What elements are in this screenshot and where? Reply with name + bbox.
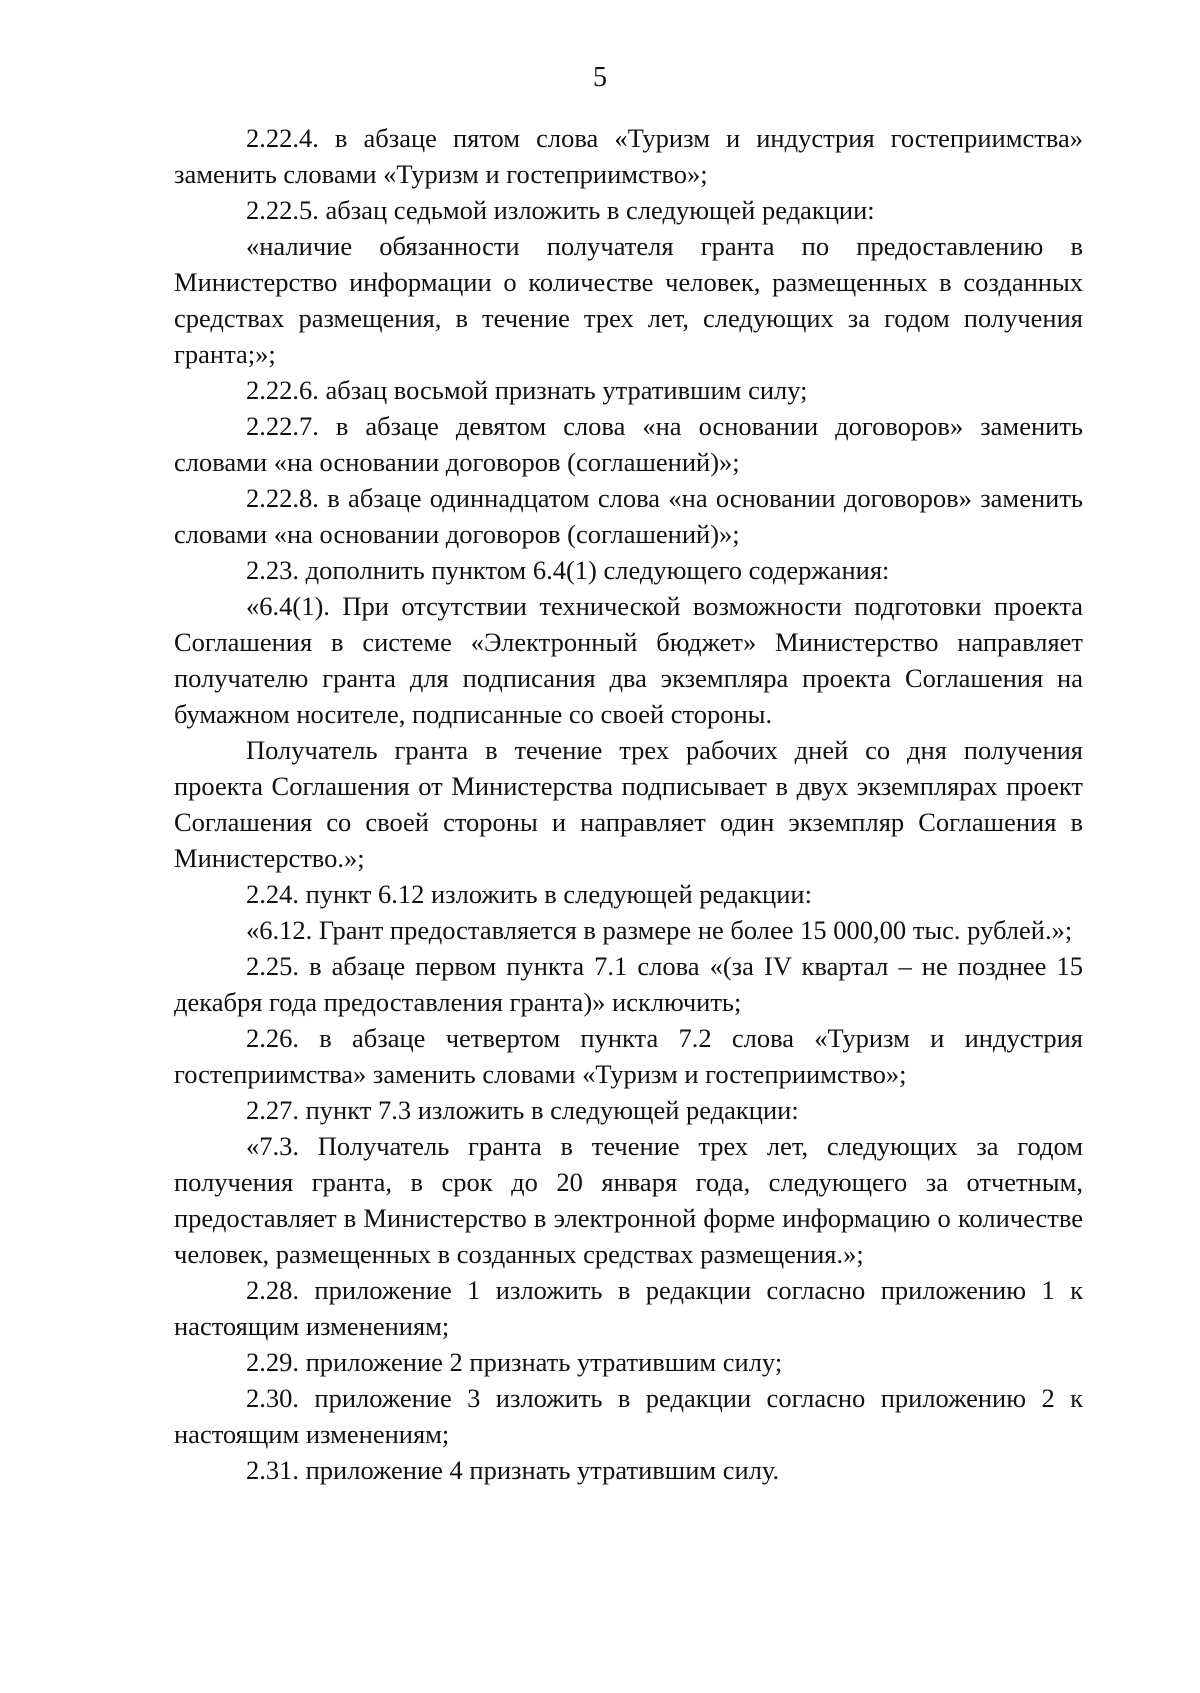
page-number: 5	[593, 62, 607, 93]
paragraph-2-22-8: 2.22.8. в абзаце одиннадцатом слова «на основании договоров» заменить словами «на основании договоров (соглашений)»;	[174, 483, 1083, 549]
paragraph-quote-7-3: «7.3. Получатель гранта в течение трех лет, следующих за годом получения гранта, в срок до 20 января года, следующего за отчетным, предоставляет в Министерство в электронной форме информацию о количестве человек, размещенных в созданных средствах размещения.»;	[174, 1131, 1083, 1269]
paragraph-2-26: 2.26. в абзаце четвертом пункта 7.2 слова «Туризм и индустрия гостеприимства» заменить словами «Туризм и гостеприимство»;	[174, 1023, 1083, 1089]
paragraph-2-28: 2.28. приложение 1 изложить в редакции согласно приложению 1 к настоящим изменениям;	[174, 1275, 1083, 1341]
paragraph-2-22-4: 2.22.4. в абзаце пятом слова «Туризм и индустрия гостеприимства» заменить словами «Туризм и гостеприимство»;	[174, 123, 1083, 189]
paragraph-2-30: 2.30. приложение 3 изложить в редакции согласно приложению 2 к настоящим изменениям;	[174, 1383, 1083, 1449]
paragraph-2-27: 2.27. пункт 7.3 изложить в следующей редакции:	[246, 1095, 799, 1125]
paragraph-2-31: 2.31. приложение 4 признать утратившим силу.	[246, 1455, 780, 1485]
paragraph-2-22-6: 2.22.6. абзац восьмой признать утратившим силу;	[246, 375, 808, 405]
paragraph-2-24: 2.24. пункт 6.12 изложить в следующей редакции:	[246, 879, 812, 909]
paragraph-2-23: 2.23. дополнить пунктом 6.4(1) следующего содержания:	[246, 555, 890, 585]
paragraph-quote-grant-obligation: «наличие обязанности получателя гранта по предоставлению в Министерство информации о количестве человек, размещенных в созданных средствах размещения, в течение трех лет, следующих за годом получения гранта;»;	[174, 231, 1083, 369]
paragraph-2-22-7: 2.22.7. в абзаце девятом слова «на основании договоров» заменить словами «на основании договоров (соглашений)»;	[174, 411, 1083, 477]
document-body	[174, 120, 1083, 1488]
paragraph-quote-6-4-1: «6.4(1). При отсутствии технической возможности подготовки проекта Соглашения в системе «Электронный бюджет» Министерство направляет получателю гранта для подписания два экземпляра проекта Соглашения на бумажном носителе, подписанные со своей стороны.	[174, 591, 1083, 729]
paragraph-quote-6-12: «6.12. Грант предоставляется в размере не более 15 000,00 тыс. рублей.»;	[246, 915, 1073, 945]
paragraph-2-25: 2.25. в абзаце первом пункта 7.1 слова «(за IV квартал – не позднее 15 декабря года предоставления гранта)» исключить;	[174, 951, 1083, 1017]
paragraph-2-29: 2.29. приложение 2 признать утратившим силу;	[246, 1347, 783, 1377]
paragraph-2-22-5: 2.22.5. абзац седьмой изложить в следующей редакции:	[246, 195, 875, 225]
paragraph-quote-6-4-1-continued: Получатель гранта в течение трех рабочих дней со дня получения проекта Соглашения от Министерства подписывает в двух экземплярах проект Соглашения со своей стороны и направляет один экземпляр Соглашения в Министерство.»;	[174, 735, 1083, 873]
